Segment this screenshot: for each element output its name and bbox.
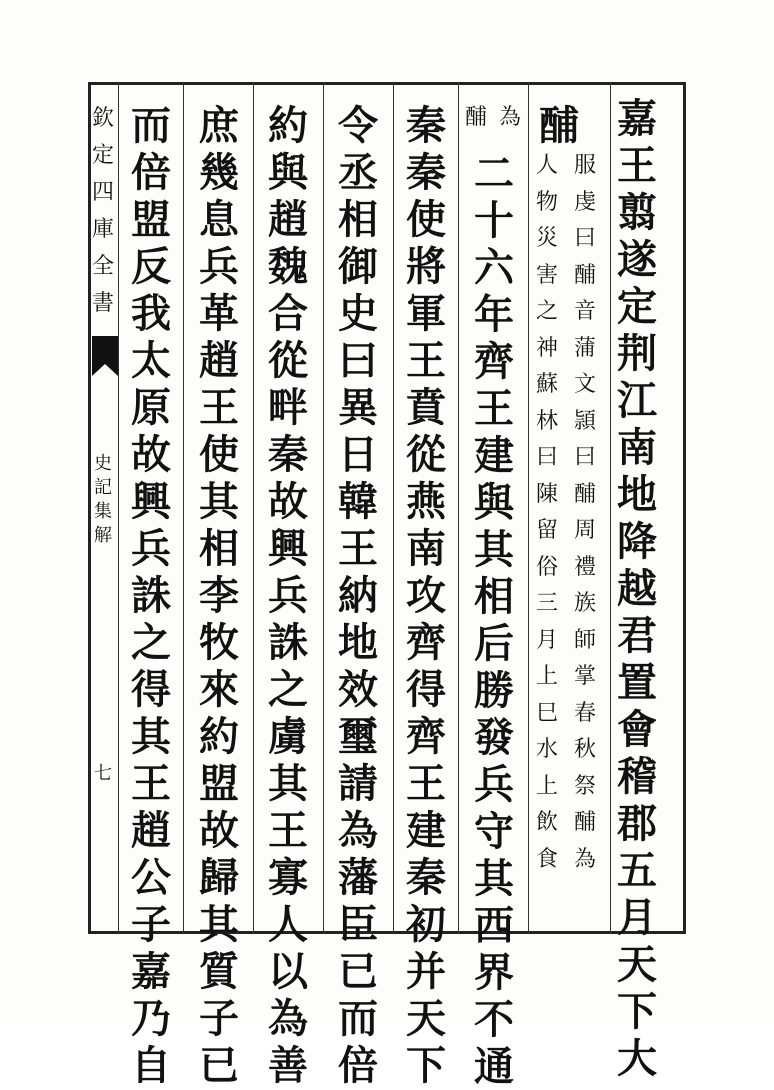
character: 興: [131, 478, 171, 525]
character: 記: [94, 477, 112, 498]
character: 六: [474, 244, 514, 291]
character: 兵: [268, 572, 308, 619]
character: 南: [406, 525, 446, 572]
character: 并: [406, 948, 446, 995]
character: 族: [573, 591, 596, 616]
character: 兵: [199, 243, 239, 290]
character: 使: [406, 196, 446, 243]
character: 置: [617, 659, 657, 706]
character: 曰: [338, 337, 378, 384]
character: 其: [268, 760, 308, 807]
character: 三: [535, 591, 558, 616]
character: 而: [131, 102, 171, 149]
character: 四: [91, 180, 114, 205]
character: 革: [199, 290, 239, 337]
character: 御: [338, 243, 378, 290]
character: 其: [131, 713, 171, 760]
character: 之: [268, 666, 308, 713]
character: 禮: [573, 554, 596, 580]
character: 會: [617, 706, 657, 753]
character: 秦: [406, 854, 446, 901]
character: 神: [535, 335, 558, 361]
character: 相: [474, 573, 514, 620]
text-column-2-head: [533, 102, 585, 149]
character: 牧: [199, 619, 239, 666]
character: 故: [199, 807, 239, 854]
character: 曰: [573, 226, 596, 251]
character: 人: [268, 901, 308, 948]
character: 初: [406, 901, 446, 948]
character: 定: [617, 283, 657, 330]
character: 酺: [573, 481, 596, 507]
character: 韓: [338, 478, 378, 525]
character: 定: [91, 143, 114, 168]
character: 發: [474, 714, 514, 761]
character: 年: [474, 291, 514, 338]
character: 春: [573, 700, 596, 726]
character: 天: [406, 995, 446, 1042]
character: 物: [535, 189, 558, 215]
character: 全: [91, 254, 114, 279]
character: 賁: [406, 384, 446, 431]
character: 將: [406, 243, 446, 290]
character: 來: [199, 666, 239, 713]
margin-divider: [118, 82, 119, 934]
text-column-3: [463, 150, 525, 1090]
character: 酺: [539, 102, 579, 149]
character: 齊: [474, 338, 514, 385]
character: 災: [535, 226, 558, 251]
character: 史: [94, 453, 112, 474]
character: 王: [617, 142, 657, 189]
character: 建: [406, 807, 446, 854]
character: 頴: [573, 408, 596, 434]
character: 地: [617, 471, 657, 518]
character: 王: [406, 337, 446, 384]
character: 解: [94, 525, 112, 546]
character: 王: [338, 525, 378, 572]
character: 界: [474, 949, 514, 996]
character: 已: [199, 1042, 239, 1089]
character: 集: [94, 501, 112, 522]
column-rule: [253, 82, 254, 934]
character: 質: [199, 948, 239, 995]
character: 異: [338, 384, 378, 431]
character: 虜: [268, 713, 308, 760]
annotation-column-2b: [532, 148, 562, 878]
character: 史: [338, 290, 378, 337]
character: 南: [617, 424, 657, 471]
character: 王: [268, 807, 308, 854]
character: 俗: [535, 554, 558, 580]
character: 庶: [199, 102, 239, 149]
character: 書: [91, 291, 114, 316]
character: 相: [199, 525, 239, 572]
character: 秦: [406, 102, 446, 149]
text-column-8: [120, 102, 182, 1089]
character: 祭: [573, 773, 596, 799]
character: 周: [573, 518, 596, 543]
annotation-column-3b: [462, 100, 490, 137]
character: 曰: [573, 445, 596, 470]
character: 與: [474, 479, 514, 526]
character: 水: [535, 737, 558, 762]
text-column-1: [612, 95, 662, 1082]
character: 王: [406, 760, 446, 807]
column-rule: [323, 82, 324, 934]
character: 十: [474, 197, 514, 244]
character: 之: [535, 299, 558, 324]
character: 七: [94, 763, 112, 784]
page-number: [90, 762, 116, 786]
character: 害: [535, 262, 558, 288]
character: 地: [338, 619, 378, 666]
character: 江: [617, 377, 657, 424]
character: 子: [131, 901, 171, 948]
character: 荆: [617, 330, 657, 377]
character: 令: [338, 102, 378, 149]
character: 為: [338, 807, 378, 854]
character: 攻: [406, 572, 446, 619]
character: 趙: [268, 196, 308, 243]
character: 盟: [199, 760, 239, 807]
character: 藩: [338, 854, 378, 901]
character: 食: [535, 846, 558, 872]
character: 為: [268, 995, 308, 1042]
character: 秦: [268, 431, 308, 478]
character: 師: [573, 627, 596, 653]
character: 倍: [131, 149, 171, 196]
character: 故: [268, 478, 308, 525]
character: 息: [199, 196, 239, 243]
character: 嘉: [617, 95, 657, 142]
character: 善: [268, 1042, 308, 1089]
character: 遂: [617, 236, 657, 283]
character: 酺: [464, 105, 487, 130]
character: 畔: [268, 384, 308, 431]
character: 虔: [573, 189, 596, 215]
character: 秦: [406, 149, 446, 196]
character: 璽: [338, 713, 378, 760]
character: 陳: [535, 481, 558, 507]
character: 使: [199, 431, 239, 478]
character: 約: [199, 713, 239, 760]
character: 稽: [617, 753, 657, 800]
character: 日: [338, 431, 378, 478]
column-rule: [610, 82, 611, 934]
character: 納: [338, 572, 378, 619]
character: 歸: [199, 854, 239, 901]
character: 軍: [406, 290, 446, 337]
section-title: [90, 452, 116, 548]
character: 盟: [131, 196, 171, 243]
character: 請: [338, 760, 378, 807]
character: 寡: [268, 854, 308, 901]
character: 兵: [474, 761, 514, 808]
character: 王: [199, 384, 239, 431]
character: 蒲: [573, 335, 596, 361]
character: 其: [199, 478, 239, 525]
character: 五: [617, 847, 657, 894]
character: 約: [268, 102, 308, 149]
character: 音: [573, 299, 596, 324]
column-rule: [528, 82, 529, 934]
character: 已: [338, 948, 378, 995]
character: 越: [617, 565, 657, 612]
character: 欽: [91, 106, 114, 131]
character: 曰: [535, 445, 558, 470]
character: 太: [131, 337, 171, 384]
character: 后: [474, 620, 514, 667]
character: 從: [268, 337, 308, 384]
character: 丞: [338, 149, 378, 196]
character: 齊: [406, 713, 446, 760]
column-rule: [458, 82, 459, 934]
book-title: [88, 100, 118, 322]
character: 得: [406, 666, 446, 713]
character: 留: [535, 518, 558, 543]
character: 之: [131, 619, 171, 666]
character: 上: [535, 773, 558, 799]
character: 建: [474, 432, 514, 479]
character: 翦: [617, 189, 657, 236]
character: 郡: [617, 800, 657, 847]
character: 倍: [338, 1042, 378, 1089]
character: 其: [474, 526, 514, 573]
character: 蘇: [535, 372, 558, 397]
text-column-4: [395, 102, 457, 1089]
character: 庫: [91, 217, 114, 242]
character: 大: [617, 1035, 657, 1082]
character: 林: [535, 408, 558, 434]
character: 天: [617, 941, 657, 988]
character: 文: [573, 372, 596, 397]
character: 興: [268, 525, 308, 572]
character: 人: [535, 153, 558, 178]
character: 月: [535, 627, 558, 653]
character: 與: [268, 149, 308, 196]
character: 服: [573, 153, 596, 178]
character: 故: [131, 431, 171, 478]
character: 臣: [338, 901, 378, 948]
character: 以: [268, 948, 308, 995]
character: 誅: [268, 619, 308, 666]
character: 巳: [535, 700, 558, 726]
character: 原: [131, 384, 171, 431]
column-rule: [183, 82, 184, 934]
character: 掌: [573, 664, 596, 689]
character: 李: [199, 572, 239, 619]
character: 勝: [474, 667, 514, 714]
character: 酺: [573, 810, 596, 835]
text-column-5: [327, 102, 389, 1089]
column-rule: [393, 82, 394, 934]
character: 得: [131, 666, 171, 713]
character: 燕: [406, 478, 446, 525]
character: 二: [474, 150, 514, 197]
annotation-column-3a: [496, 100, 524, 137]
character: 其: [199, 901, 239, 948]
character: 子: [199, 995, 239, 1042]
character: 秋: [573, 737, 596, 762]
character: 嘉: [131, 948, 171, 995]
character: 相: [338, 196, 378, 243]
character: 反: [131, 243, 171, 290]
character: 趙: [199, 337, 239, 384]
text-column-7: [188, 102, 250, 1089]
character: 合: [268, 290, 308, 337]
character: 月: [617, 894, 657, 941]
character: 自: [131, 1042, 171, 1089]
character: 上: [535, 664, 558, 689]
character: 西: [474, 902, 514, 949]
character: 為: [498, 105, 521, 130]
character: 魏: [268, 243, 308, 290]
character: 誅: [131, 572, 171, 619]
character: 下: [406, 1042, 446, 1089]
character: 其: [474, 855, 514, 902]
character: 公: [131, 854, 171, 901]
character: 而: [338, 995, 378, 1042]
character: 守: [474, 808, 514, 855]
character: 我: [131, 290, 171, 337]
annotation-column-2a: [570, 148, 600, 878]
character: 不: [474, 996, 514, 1043]
text-column-6: [257, 102, 319, 1089]
character: 幾: [199, 149, 239, 196]
character: 降: [617, 518, 657, 565]
character: 乃: [131, 995, 171, 1042]
character: 兵: [131, 525, 171, 572]
character: 王: [474, 385, 514, 432]
character: 從: [406, 431, 446, 478]
character: 下: [617, 988, 657, 1035]
character: 效: [338, 666, 378, 713]
character: 飲: [535, 810, 558, 835]
character: 君: [617, 612, 657, 659]
character: 通: [474, 1043, 514, 1090]
character: 酺: [573, 262, 596, 288]
character: 為: [573, 846, 596, 872]
character: 王: [131, 760, 171, 807]
character: 趙: [131, 807, 171, 854]
character: 齊: [406, 619, 446, 666]
